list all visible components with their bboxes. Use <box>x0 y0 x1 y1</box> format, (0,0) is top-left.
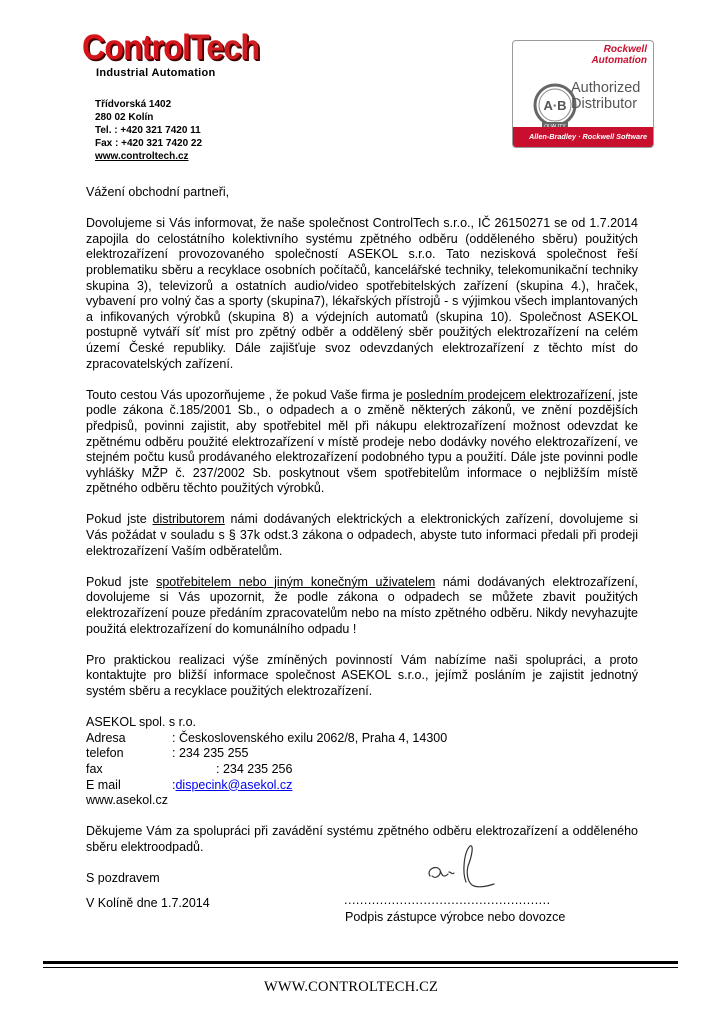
p3-text-b: námi dodávaných elektrických a elektronických zařízení, dovolujeme si Vás požádat v souladu s § 37k odst.3 zákona o odpadech, abyste tuto informaci předali při prodeji elektrozařízení Vaším odběratelům. <box>86 512 638 558</box>
contact-web: www.asekol.cz <box>86 793 168 808</box>
letter-body <box>86 185 638 902</box>
closing: S pozdravem <box>86 871 160 886</box>
greeting: Vážení obchodní partneři, <box>86 185 230 199</box>
address-city: 280 02 Kolín <box>95 112 154 123</box>
p2-text-a: Touto cestou Vás upozorňujeme , že pokud Vaše firma je <box>86 387 407 402</box>
contact-email-sep: : <box>172 777 176 792</box>
signature-line: .................................................... <box>344 893 551 907</box>
badge-authorized-text <box>571 80 640 112</box>
footer-rule-thin <box>43 967 678 968</box>
seal-text: A·B <box>543 98 567 113</box>
p3-text-a: Pokud jste <box>86 512 153 527</box>
badge-brand-line2: Automation <box>591 55 647 66</box>
logo-tagline: Industrial Automation <box>96 67 216 79</box>
contact-address-label: Adresa <box>86 730 126 745</box>
p2-underlined: posledním prodejcem elektrozařízení <box>406 387 612 402</box>
rockwell-automation-logo <box>591 44 647 66</box>
p4-text-a: Pokud jste <box>86 574 157 589</box>
logo-word-control: Control <box>82 28 191 67</box>
place-and-date: V Kolíně dne 1.7.2014 <box>86 896 210 910</box>
badge-auth-line1: Authorized <box>571 80 641 96</box>
asekol-contact-block <box>86 715 638 809</box>
contact-email-label: E mail <box>86 777 121 792</box>
address-web-link[interactable]: www.controltech.cz <box>95 151 189 162</box>
p2-text-b: , jste podle zákona č.185/2001 Sb., o odpadech a o změně některých zákonů, ve znění pozdějších předpisů, povinni zajistit, aby spotřebitel měl při nákupu elektrozařízení možnost odevzdat ke zpětnému odběru použité elektrozařízení v místě prodeje nebo dodávky nového elektrozařízení, ve stejném počtu kusů prodávaného elektrozařízení podobného typu a použití. Dále jste povinni podle vyhlášky MŽP č. 237/2002 Sb. poskytnout všem spotřebitelům informace o nejbližším místě zpětného odběru těchto použitých výrobků. <box>86 387 638 496</box>
contact-phone-row <box>86 746 638 762</box>
paragraph-thanks: Děkujeme Vám za spolupráci při zavádění systému zpětného odběru elektrozařízení a odděleného sběru elektroodpadů. <box>86 824 638 854</box>
address-tel: Tel. : +420 321 7420 11 <box>95 125 201 136</box>
paragraph-distributor <box>86 512 638 559</box>
paragraph-last-seller <box>86 388 638 497</box>
p4-text-b: námi dodávaných elektrozařízení, dovolujeme si Vás upozornit, že podle zákona o odpadech se můžete zbavit použitých elektrozařízení pouze předáním zpracovatelům nebo na místo zpětného odběru. Nikdy nevyhazujte použitá elektrozařízení do komunálního odpadu ! <box>86 574 639 636</box>
handwritten-signature <box>418 842 498 894</box>
contact-company: ASEKOL spol. s r.o. <box>86 715 197 730</box>
paragraph-intro: Dovolujeme si Vás informovat, že naše společnost ControlTech s.r.o., IČ 26150271 se od 1.7.2014 zapojila do celostátního kolektivního systému zpětného odběru (odděleného sběru) použitých elektrozařízení provozovaného společností ASEKOL s.r.o. Tato nezisková společnost řeší problematiku sběru a recyklace osobních počítačů, kancelářské techniky, telekomunikační techniky skupina 3), televizorů a ostatních audio/video spotřebitelských zařízení (skupina 4.), hraček, vybavení pro volný čas a sporty (skupina7), lékařských přístrojů - s výjimkou všech implantovaných a infikovaných výrobků (skupina 8) a výdejních automatů (skupina 10). Společnost ASEKOL postupně vytváří síť míst pro zpětný odběr a oddělený sběr použitých elektrozařízení na celém území České republiky. Dále zajišťuje svoz odevzdaných elektrozařízení z těchto míst do zpracovatelských zařízení. <box>86 216 638 371</box>
paragraph-cooperation: Pro praktickou realizaci výše zmíněných povinností Vám nabízíme naši spolupráci, a proto kontaktujte pro bližší informace společnost ASEKOL s.r.o., jejímž posláním je zajistit jednotný systém sběru a recyklace použitých elektrozařízení. <box>86 652 638 698</box>
address-street: Třídvorská 1402 <box>95 99 172 110</box>
address-fax: Fax : +420 321 7420 22 <box>95 138 203 149</box>
contact-address-value: : Československého exilu 2062/8, Praha 4, 14300 <box>172 730 448 745</box>
badge-brand-line1: Rockwell <box>603 44 647 55</box>
footer-url[interactable]: WWW.CONTROLTECH.CZ <box>264 979 439 995</box>
badge-auth-line2: Distributor <box>571 96 638 112</box>
contact-phone-label: telefon <box>86 746 124 761</box>
contact-email-row <box>86 778 638 794</box>
controltech-logo <box>82 30 262 90</box>
contact-fax-label: fax <box>86 761 103 776</box>
footer-rule-thick <box>43 961 678 964</box>
p3-underlined: distributorem <box>152 512 225 527</box>
contact-fax-value: : 234 235 256 <box>216 761 293 776</box>
logo-word-tech: Tech <box>190 28 260 67</box>
contact-address-row <box>86 731 638 747</box>
company-address <box>95 98 202 163</box>
signature-caption: Podpis zástupce výrobce nebo dovozce <box>345 910 566 924</box>
contact-fax-row <box>86 762 638 778</box>
p4-underlined: spotřebitelem nebo jiným konečným uživatelem <box>156 574 436 589</box>
contact-phone-value: : 234 235 255 <box>172 746 249 761</box>
badge-footer-bar: Allen-Bradley · Rockwell Software <box>513 127 653 147</box>
contact-email-link[interactable]: dispecink@asekol.cz <box>175 777 293 792</box>
paragraph-consumer <box>86 575 638 637</box>
authorized-distributor-badge <box>512 40 654 148</box>
logo-wordmark <box>82 28 260 67</box>
